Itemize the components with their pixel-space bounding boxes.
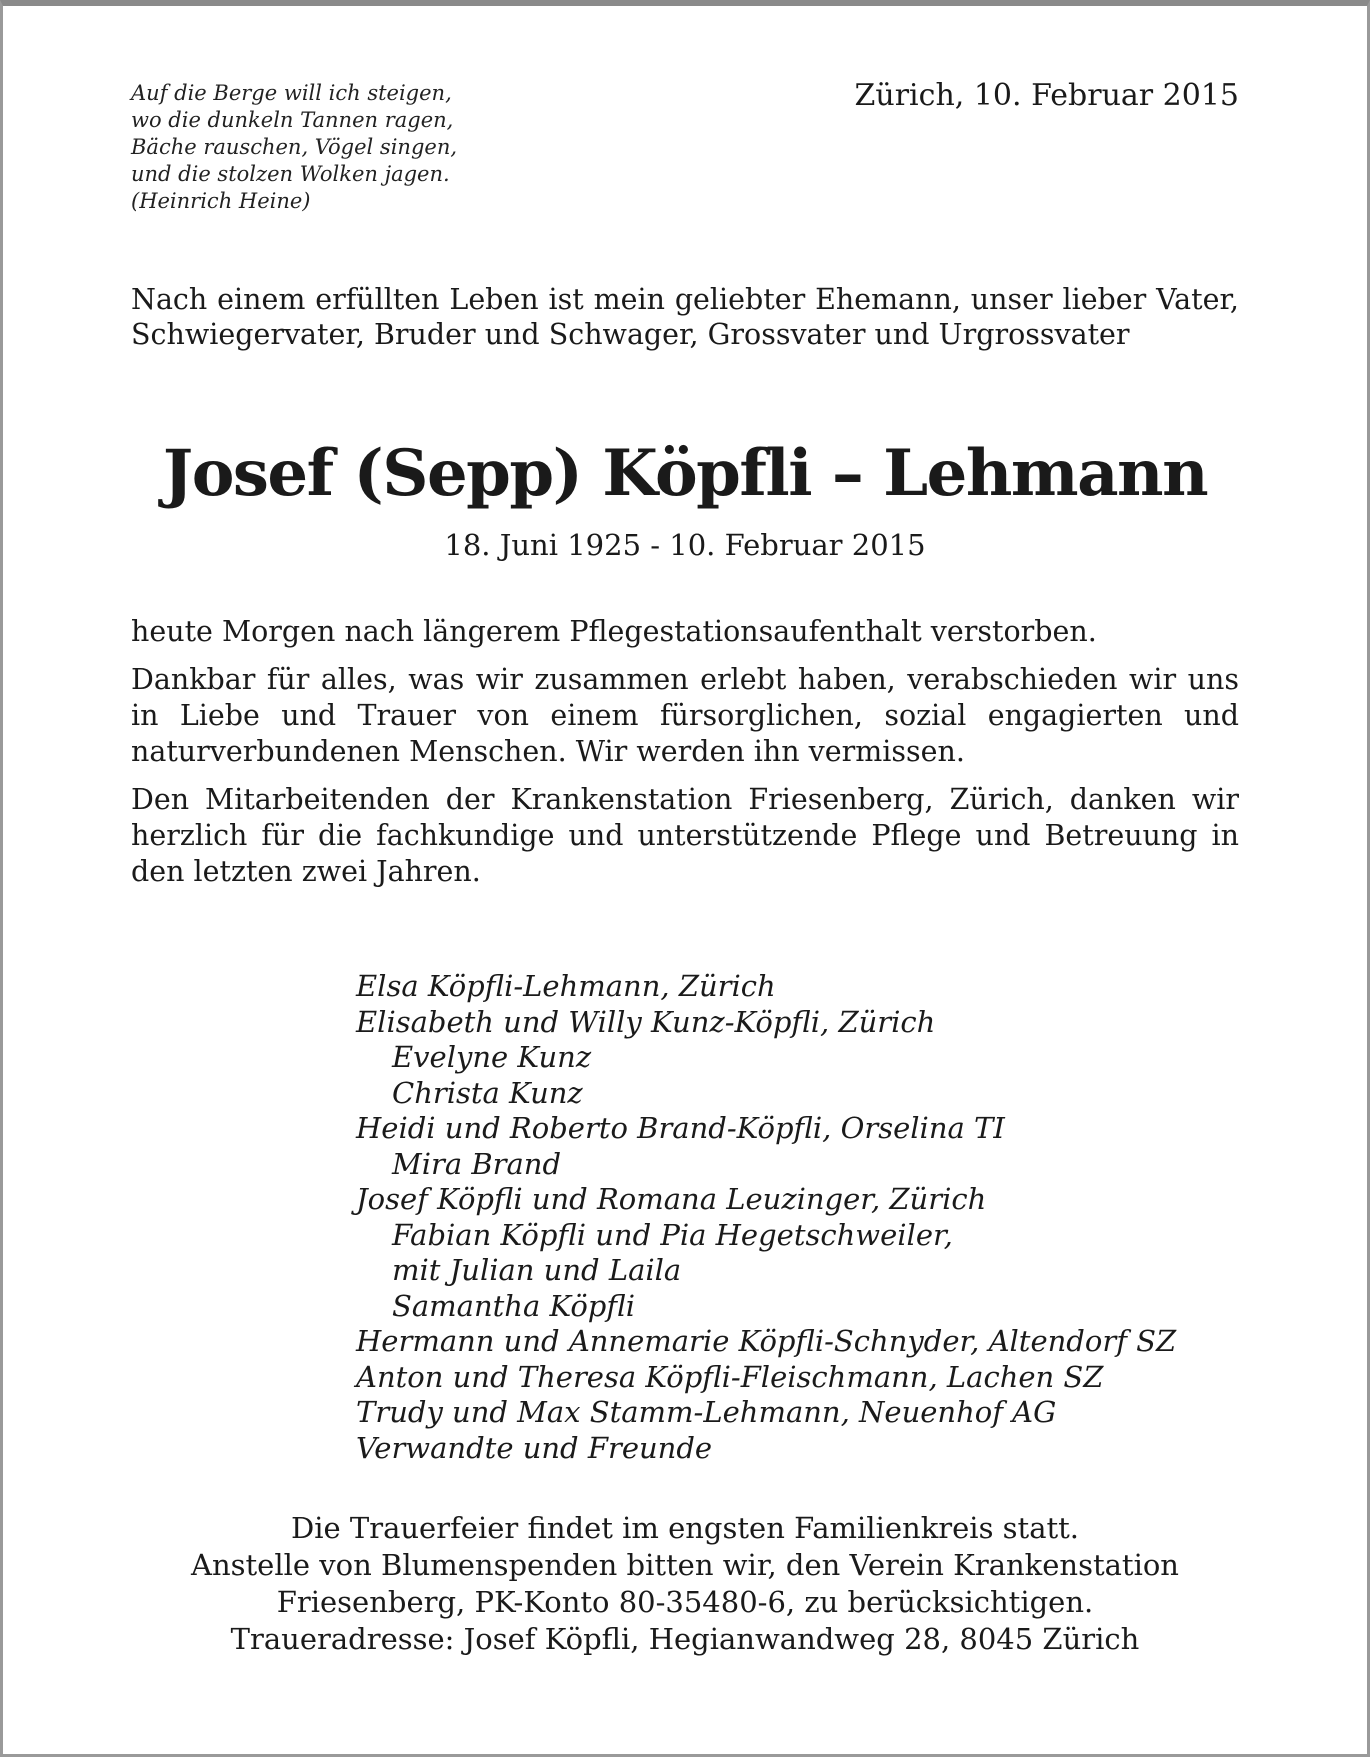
mourner-line: Elsa Köpfli-Lehmann, Zürich (356, 969, 776, 1003)
body-text (131, 614, 1239, 902)
mourners-list (356, 969, 1176, 1466)
mourner-line: Evelyne Kunz (392, 1040, 592, 1074)
footer-line-address: Traueradresse: Josef Köpfli, Hegianwandweg 28, 8045 Zürich (230, 1622, 1140, 1656)
poem-quote (131, 80, 457, 215)
mourner-line: Christa Kunz (392, 1075, 583, 1110)
mourner-line: Mira Brand (392, 1146, 562, 1181)
mourner-line: Hermann und Annemarie Köpfli-Schnyder, Altendorf SZ (356, 1324, 1177, 1358)
mourner-line: Samantha Köpfli (392, 1288, 635, 1323)
mourner-line: Anton und Theresa Köpfli-Fleischmann, Lachen SZ (356, 1359, 1104, 1394)
intro-paragraph: Nach einem erfüllten Leben ist mein geliebter Ehemann, unser lieber Vater, Schwiegervater, Bruder und Schwager, Grossvater und Urgrossvater (131, 283, 1239, 351)
mourner-line: Trudy und Max Stamm-Lehmann, Neuenhof AG (356, 1395, 1057, 1429)
body-paragraph-1: heute Morgen nach längerem Pflegestationsaufenthalt verstorben. (131, 615, 1097, 648)
poem-line: Auf die Berge will ich steigen, (131, 81, 452, 105)
mourner-line: Heidi und Roberto Brand-Köpfli, Orselina TI (356, 1111, 1005, 1145)
mourner-line: Verwandte und Freunde (356, 1430, 713, 1465)
footer-line-account: Friesenberg, PK-Konto 80-35480-6, zu berücksichtigen. (276, 1585, 1094, 1619)
footer-notice (131, 1510, 1239, 1658)
footer-line-donations: Anstelle von Blumenspenden bitten wir, den Verein Krankenstation (191, 1548, 1179, 1582)
deceased-name: Josef (Sepp) Köpfli – Lehmann (162, 436, 1208, 511)
body-paragraph-3: Den Mitarbeitenden der Krankenstation Friesenberg, Zürich, danken wir herzlich für die fachkundige und unterstützende Pflege und Betreuung in den letzten zwei Jahren. (131, 783, 1239, 888)
poem-author: (Heinrich Heine) (131, 189, 311, 213)
deceased-lifespan: 18. Juni 1925 - 10. Februar 2015 (444, 528, 926, 562)
mourner-line: Fabian Köpfli und Pia Hegetschweiler, (392, 1217, 953, 1252)
mourner-line: mit Julian und Laila (392, 1253, 682, 1287)
mourner-line: Elisabeth und Willy Kunz-Köpfli, Zürich (356, 1004, 936, 1039)
date-place: Zürich, 10. Februar 2015 (854, 78, 1239, 113)
footer-line-ceremony: Die Trauerfeier findet im engsten Familienkreis statt. (290, 1511, 1080, 1545)
poem-line: Bäche rauschen, Vögel singen, (131, 135, 458, 159)
mourner-line: Josef Köpfli und Romana Leuzinger, Zürich (356, 1182, 987, 1216)
poem-line: und die stolzen Wolken jagen. (131, 162, 450, 186)
poem-line: wo die dunkeln Tannen ragen, (131, 108, 454, 132)
body-paragraph-2: Dankbar für alles, was wir zusammen erlebt haben, verabschieden wir uns in Liebe und Trauer von einem fürsorglichen, sozial engagierten und naturverbundenen Menschen. Wir werden ihn vermissen. (131, 663, 1239, 768)
